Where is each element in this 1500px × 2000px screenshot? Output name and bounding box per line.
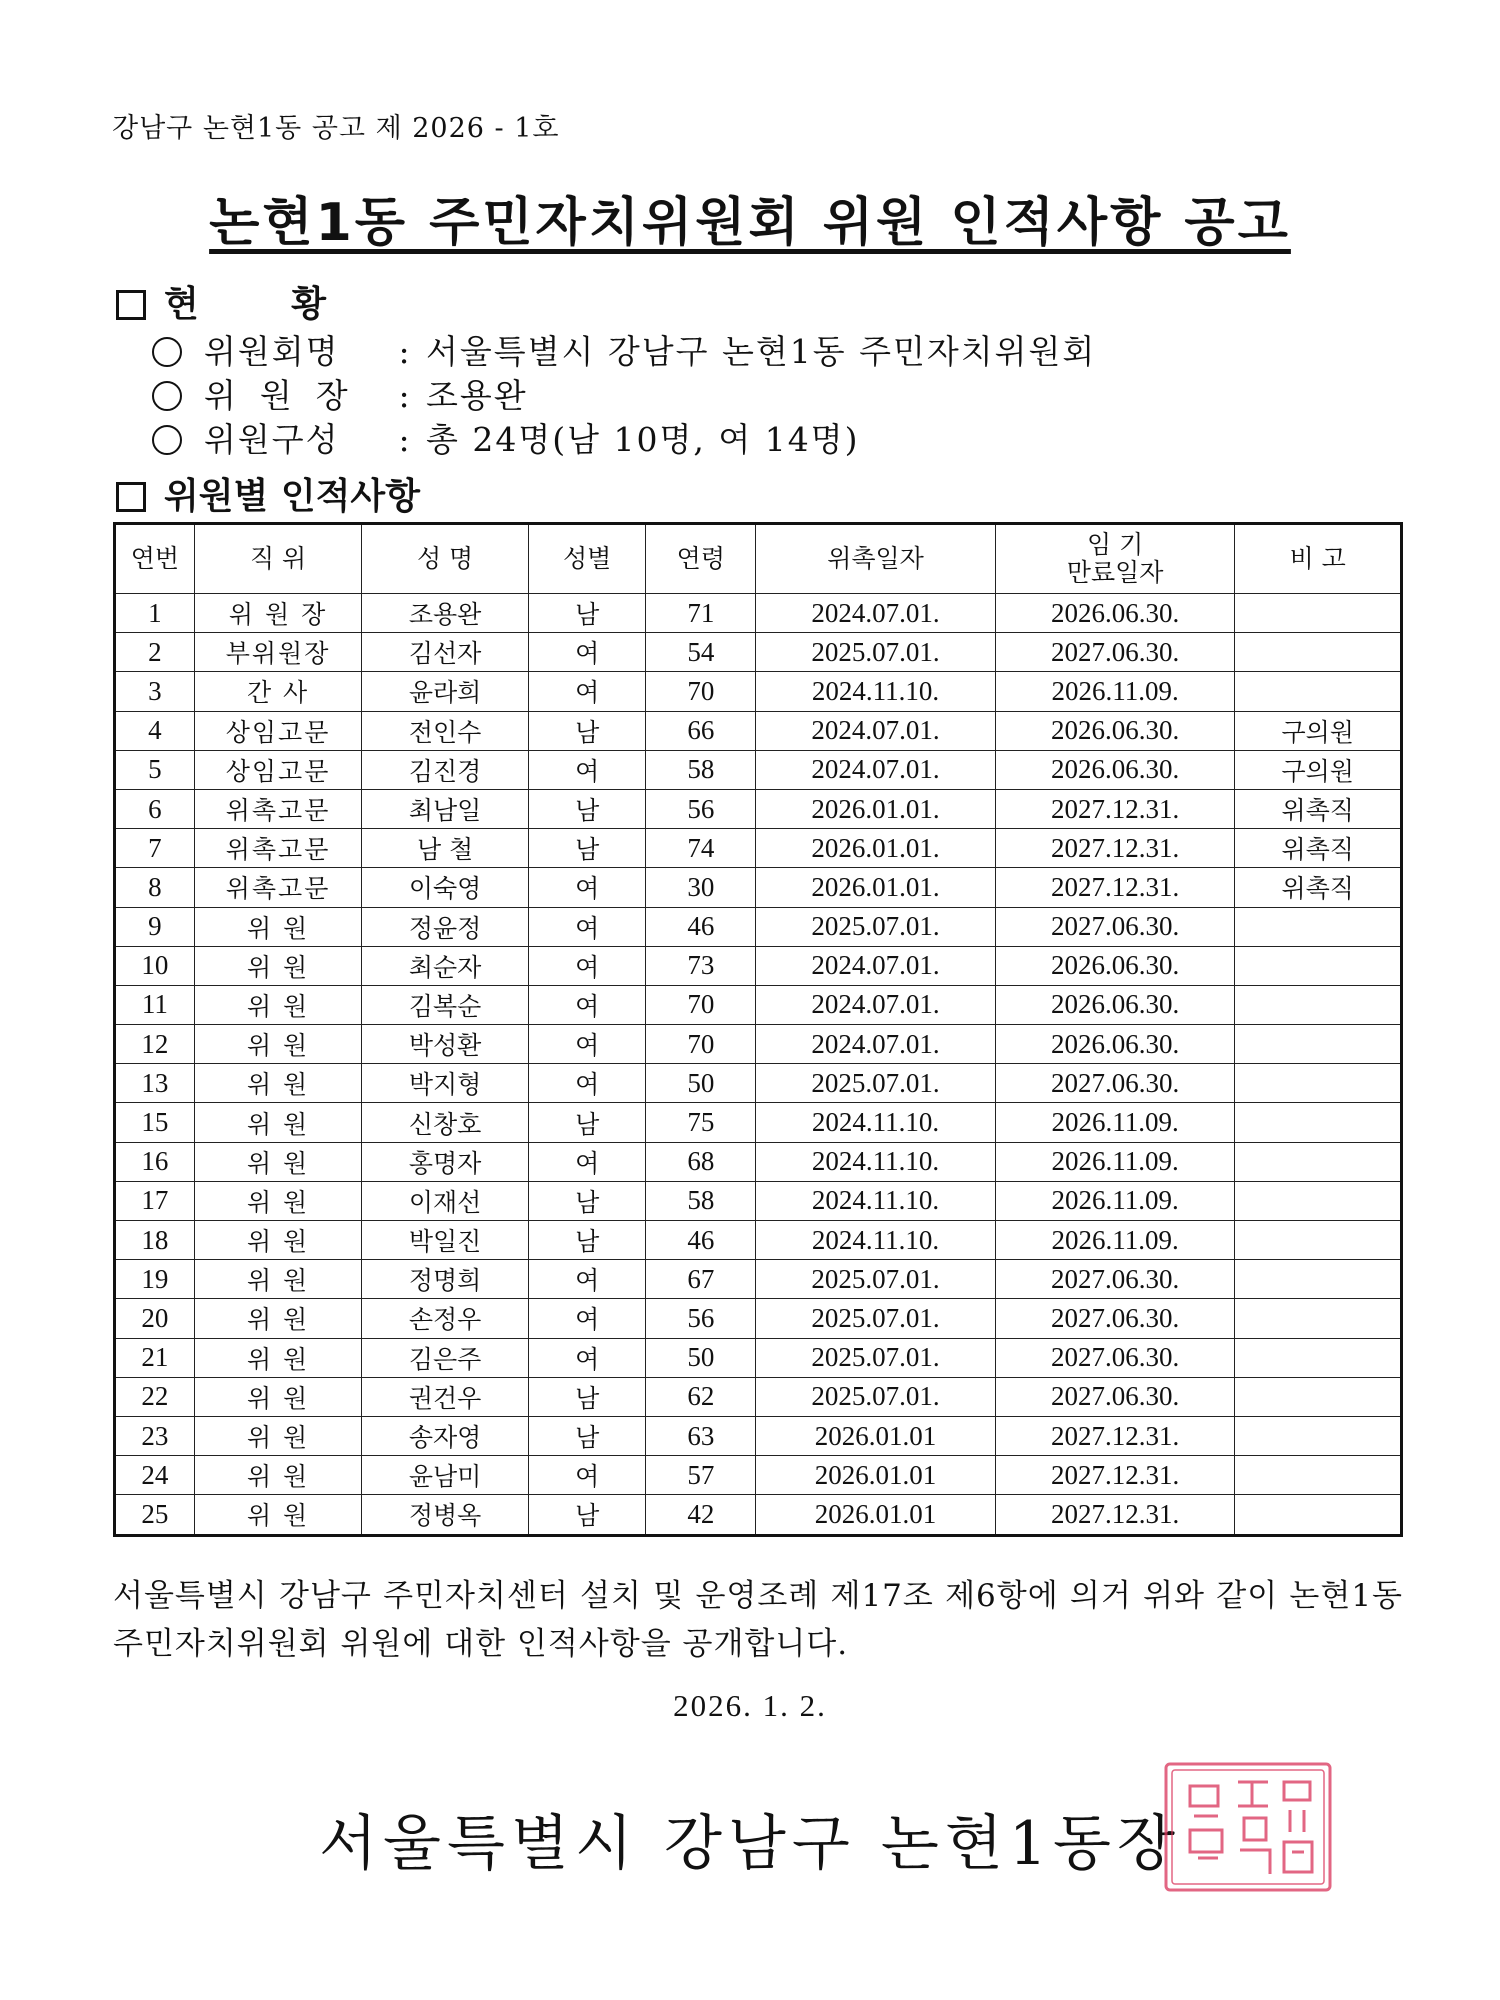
table-row [115, 1416, 1402, 1455]
gender-cell: 남 [528, 594, 646, 633]
gender-cell: 여 [528, 868, 646, 907]
table-body [115, 594, 1402, 1536]
member-name-cell: 신창호 [362, 1103, 529, 1142]
age-cell: 75 [646, 1103, 756, 1142]
table-row [115, 1064, 1402, 1103]
notice-date: 2026. 1. 2. [673, 1688, 827, 1723]
column-header: 성 명 [362, 524, 529, 594]
appointment-date-cell: 2026.01.01 [756, 1416, 996, 1455]
status-heading-text: 현 황 [164, 283, 367, 325]
info-label: 위원구성 [204, 420, 340, 459]
remarks-cell [1235, 1338, 1402, 1377]
table-row [115, 672, 1402, 711]
row-number-cell: 7 [115, 829, 195, 868]
appointment-date-cell: 2024.07.01. [756, 711, 996, 750]
age-cell: 71 [646, 594, 756, 633]
row-number-cell: 21 [115, 1338, 195, 1377]
table-row [115, 594, 1402, 633]
info-value: 총 24명(남 10명, 여 14명) [426, 420, 860, 459]
position-cell: 위 원 [194, 907, 362, 946]
gender-cell: 여 [528, 1299, 646, 1338]
term-end-date-cell: 2027.06.30. [995, 1338, 1235, 1377]
position-cell: 위 원 [194, 946, 362, 985]
term-end-date-cell: 2026.06.30. [995, 750, 1235, 789]
term-end-date-cell: 2026.06.30. [995, 594, 1235, 633]
appointment-date-cell: 2024.07.01. [756, 985, 996, 1024]
appointment-date-cell: 2024.07.01. [756, 946, 996, 985]
term-end-date-cell: 2026.11.09. [995, 1181, 1235, 1220]
gender-cell: 남 [528, 1181, 646, 1220]
gender-cell: 여 [528, 1338, 646, 1377]
remarks-cell [1235, 1064, 1402, 1103]
row-number-cell: 10 [115, 946, 195, 985]
row-number-cell: 11 [115, 985, 195, 1024]
row-number-cell: 24 [115, 1456, 195, 1495]
table-row [115, 868, 1402, 907]
term-end-date-cell: 2027.06.30. [995, 633, 1235, 672]
table-row [115, 1181, 1402, 1220]
gender-cell: 남 [528, 1495, 646, 1535]
row-number-cell: 17 [115, 1181, 195, 1220]
term-end-date-cell: 2026.06.30. [995, 985, 1235, 1024]
position-cell: 위 원 [194, 1181, 362, 1220]
position-cell: 위 원 [194, 1299, 362, 1338]
term-end-date-cell: 2027.12.31. [995, 1416, 1235, 1455]
gender-cell: 남 [528, 789, 646, 828]
gender-cell: 여 [528, 1025, 646, 1064]
age-cell: 73 [646, 946, 756, 985]
info-chairperson [152, 370, 528, 417]
age-cell: 50 [646, 1338, 756, 1377]
row-number-cell: 1 [115, 594, 195, 633]
table-header-row [115, 524, 1402, 594]
position-cell: 위 원 [194, 1338, 362, 1377]
position-cell: 위촉고문 [194, 789, 362, 828]
remarks-cell: 위촉직 [1235, 868, 1402, 907]
column-header: 임 기 만료일자 [995, 524, 1235, 594]
info-label: 위원회명 [204, 332, 340, 371]
position-cell: 부위원장 [194, 633, 362, 672]
term-end-date-cell: 2026.11.09. [995, 1103, 1235, 1142]
row-number-cell: 18 [115, 1221, 195, 1260]
gender-cell: 남 [528, 1416, 646, 1455]
remarks-cell [1235, 1103, 1402, 1142]
info-value: 서울특별시 강남구 논현1동 주민자치위원회 [426, 332, 1097, 371]
member-name-cell: 권건우 [362, 1377, 529, 1416]
term-end-date-cell: 2027.12.31. [995, 1456, 1235, 1495]
age-cell: 58 [646, 750, 756, 789]
gender-cell: 남 [528, 1103, 646, 1142]
row-number-cell: 19 [115, 1260, 195, 1299]
table-row [115, 1299, 1402, 1338]
remarks-cell: 위촉직 [1235, 789, 1402, 828]
gender-cell: 남 [528, 829, 646, 868]
table-row [115, 633, 1402, 672]
age-cell: 42 [646, 1495, 756, 1535]
appointment-date-cell: 2025.07.01. [756, 1299, 996, 1338]
member-name-cell: 전인수 [362, 711, 529, 750]
member-name-cell: 박일진 [362, 1221, 529, 1260]
appointment-date-cell: 2026.01.01 [756, 1495, 996, 1535]
appointment-date-cell: 2025.07.01. [756, 907, 996, 946]
info-value: 조용완 [426, 376, 528, 415]
position-cell: 위 원 [194, 1103, 362, 1142]
table-row [115, 907, 1402, 946]
position-cell: 위촉고문 [194, 868, 362, 907]
position-cell: 위 원 장 [194, 594, 362, 633]
notice-number: 강남구 논현1동 공고 제 2026 - 1호 [112, 113, 560, 144]
term-end-date-cell: 2026.06.30. [995, 946, 1235, 985]
document-title-text: 논현1동 주민자치위원회 위원 인적사항 공고 [209, 193, 1291, 253]
position-cell: 위 원 [194, 1456, 362, 1495]
position-cell: 위 원 [194, 1495, 362, 1535]
gender-cell: 여 [528, 946, 646, 985]
appointment-date-cell: 2025.07.01. [756, 633, 996, 672]
position-cell: 위 원 [194, 1064, 362, 1103]
age-cell: 46 [646, 907, 756, 946]
row-number-cell: 4 [115, 711, 195, 750]
colon-separator: : [398, 332, 412, 371]
appointment-date-cell: 2024.11.10. [756, 1181, 996, 1220]
member-name-cell: 남 철 [362, 829, 529, 868]
remarks-cell [1235, 1495, 1402, 1535]
table-row [115, 711, 1402, 750]
remarks-cell [1235, 907, 1402, 946]
issuer-signature: 서울특별시 강남구 논현1동장 [319, 1809, 1181, 1879]
remarks-cell: 구의원 [1235, 711, 1402, 750]
appointment-date-cell: 2025.07.01. [756, 1377, 996, 1416]
term-end-date-cell: 2027.06.30. [995, 1260, 1235, 1299]
table-row [115, 1260, 1402, 1299]
table-row [115, 985, 1402, 1024]
age-cell: 68 [646, 1142, 756, 1181]
appointment-date-cell: 2024.11.10. [756, 1103, 996, 1142]
position-cell: 위 원 [194, 1025, 362, 1064]
remarks-cell [1235, 633, 1402, 672]
column-header: 연령 [646, 524, 756, 594]
table-row [115, 1103, 1402, 1142]
gender-cell: 여 [528, 750, 646, 789]
appointment-date-cell: 2024.07.01. [756, 750, 996, 789]
age-cell: 70 [646, 1025, 756, 1064]
info-committee-name [152, 326, 1096, 373]
remarks-cell [1235, 1025, 1402, 1064]
member-name-cell: 송자영 [362, 1416, 529, 1455]
age-cell: 66 [646, 711, 756, 750]
checkbox-square-icon [116, 482, 146, 512]
position-cell: 위 원 [194, 1377, 362, 1416]
age-cell: 57 [646, 1456, 756, 1495]
gender-cell: 여 [528, 1142, 646, 1181]
term-end-date-cell: 2026.11.09. [995, 672, 1235, 711]
remarks-cell [1235, 1181, 1402, 1220]
remarks-cell [1235, 1416, 1402, 1455]
appointment-date-cell: 2025.07.01. [756, 1260, 996, 1299]
members-section-heading [116, 468, 420, 519]
position-cell: 상임고문 [194, 750, 362, 789]
table-row [115, 1377, 1402, 1416]
appointment-date-cell: 2026.01.01. [756, 789, 996, 828]
appointment-date-cell: 2024.07.01. [756, 594, 996, 633]
position-cell: 간 사 [194, 672, 362, 711]
row-number-cell: 8 [115, 868, 195, 907]
term-end-date-cell: 2026.06.30. [995, 711, 1235, 750]
member-name-cell: 최순자 [362, 946, 529, 985]
colon-separator: : [398, 420, 412, 459]
status-section-heading [116, 276, 366, 327]
row-number-cell: 16 [115, 1142, 195, 1181]
row-number-cell: 15 [115, 1103, 195, 1142]
remarks-cell [1235, 672, 1402, 711]
table-row [115, 1495, 1402, 1535]
table-row [115, 750, 1402, 789]
member-name-cell: 최남일 [362, 789, 529, 828]
term-end-date-cell: 2027.12.31. [995, 829, 1235, 868]
circle-bullet-icon [152, 425, 182, 455]
document-title [0, 180, 1500, 255]
row-number-cell: 20 [115, 1299, 195, 1338]
member-name-cell: 윤라희 [362, 672, 529, 711]
age-cell: 70 [646, 672, 756, 711]
table-row [115, 829, 1402, 868]
position-cell: 위 원 [194, 1260, 362, 1299]
remarks-cell [1235, 594, 1402, 633]
term-end-date-cell: 2027.12.31. [995, 1495, 1235, 1535]
gender-cell: 여 [528, 672, 646, 711]
member-name-cell: 박성환 [362, 1025, 529, 1064]
member-name-cell: 김은주 [362, 1338, 529, 1377]
term-end-date-cell: 2027.06.30. [995, 907, 1235, 946]
remarks-cell [1235, 1142, 1402, 1181]
term-end-date-cell: 2026.06.30. [995, 1025, 1235, 1064]
member-name-cell: 윤남미 [362, 1456, 529, 1495]
row-number-cell: 9 [115, 907, 195, 946]
closing-statement: 서울특별시 강남구 주민자치센터 설치 및 운영조례 제17조 제6항에 의거 위와 같이 논현1동 주민자치위원회 위원에 대한 인적사항을 공개합니다. [113, 1578, 1403, 1662]
gender-cell: 여 [528, 1260, 646, 1299]
member-name-cell: 정병옥 [362, 1495, 529, 1535]
term-end-date-cell: 2027.12.31. [995, 789, 1235, 828]
row-number-cell: 25 [115, 1495, 195, 1535]
position-cell: 위 원 [194, 1221, 362, 1260]
gender-cell: 여 [528, 985, 646, 1024]
remarks-cell: 구의원 [1235, 750, 1402, 789]
term-end-date-cell: 2026.11.09. [995, 1221, 1235, 1260]
official-seal-icon [1160, 1746, 1336, 1896]
remarks-cell: 위촉직 [1235, 829, 1402, 868]
table-row [115, 1221, 1402, 1260]
column-header: 성별 [528, 524, 646, 594]
appointment-date-cell: 2024.11.10. [756, 1142, 996, 1181]
appointment-date-cell: 2025.07.01. [756, 1338, 996, 1377]
age-cell: 30 [646, 868, 756, 907]
age-cell: 62 [646, 1377, 756, 1416]
member-name-cell: 김선자 [362, 633, 529, 672]
column-header: 직 위 [194, 524, 362, 594]
column-header: 비 고 [1235, 524, 1402, 594]
member-name-cell: 김진경 [362, 750, 529, 789]
term-end-date-cell: 2027.06.30. [995, 1064, 1235, 1103]
position-cell: 위 원 [194, 1416, 362, 1455]
table-row [115, 1142, 1402, 1181]
remarks-cell [1235, 985, 1402, 1024]
row-number-cell: 5 [115, 750, 195, 789]
term-end-date-cell: 2026.11.09. [995, 1142, 1235, 1181]
gender-cell: 여 [528, 633, 646, 672]
remarks-cell [1235, 1221, 1402, 1260]
colon-separator: : [398, 376, 412, 415]
column-header: 연번 [115, 524, 195, 594]
age-cell: 46 [646, 1221, 756, 1260]
row-number-cell: 12 [115, 1025, 195, 1064]
row-number-cell: 13 [115, 1064, 195, 1103]
position-cell: 위촉고문 [194, 829, 362, 868]
position-cell: 위 원 [194, 1142, 362, 1181]
gender-cell: 여 [528, 1064, 646, 1103]
age-cell: 58 [646, 1181, 756, 1220]
position-cell: 상임고문 [194, 711, 362, 750]
appointment-date-cell: 2024.07.01. [756, 1025, 996, 1064]
info-label: 위원장 [204, 376, 372, 415]
remarks-cell [1235, 946, 1402, 985]
circle-bullet-icon [152, 381, 182, 411]
checkbox-square-icon [116, 290, 146, 320]
row-number-cell: 3 [115, 672, 195, 711]
member-name-cell: 정윤정 [362, 907, 529, 946]
remarks-cell [1235, 1456, 1402, 1495]
remarks-cell [1235, 1299, 1402, 1338]
position-cell: 위 원 [194, 985, 362, 1024]
row-number-cell: 23 [115, 1416, 195, 1455]
age-cell: 56 [646, 1299, 756, 1338]
member-name-cell: 정명희 [362, 1260, 529, 1299]
member-name-cell: 박지형 [362, 1064, 529, 1103]
table-row [115, 946, 1402, 985]
term-end-date-cell: 2027.12.31. [995, 868, 1235, 907]
member-name-cell: 이재선 [362, 1181, 529, 1220]
circle-bullet-icon [152, 337, 182, 367]
row-number-cell: 6 [115, 789, 195, 828]
member-name-cell: 손정우 [362, 1299, 529, 1338]
member-name-cell: 김복순 [362, 985, 529, 1024]
table-row [115, 789, 1402, 828]
gender-cell: 여 [528, 1456, 646, 1495]
members-heading-text: 위원별 인적사항 [164, 475, 420, 517]
member-name-cell: 홍명자 [362, 1142, 529, 1181]
member-name-cell: 조용완 [362, 594, 529, 633]
age-cell: 67 [646, 1260, 756, 1299]
remarks-cell [1235, 1377, 1402, 1416]
info-composition [152, 414, 859, 461]
appointment-date-cell: 2025.07.01. [756, 1064, 996, 1103]
gender-cell: 남 [528, 1221, 646, 1260]
term-end-date-cell: 2027.06.30. [995, 1299, 1235, 1338]
table-row [115, 1338, 1402, 1377]
appointment-date-cell: 2026.01.01 [756, 1456, 996, 1495]
age-cell: 50 [646, 1064, 756, 1103]
row-number-cell: 22 [115, 1377, 195, 1416]
member-name-cell: 이숙영 [362, 868, 529, 907]
remarks-cell [1235, 1260, 1402, 1299]
age-cell: 74 [646, 829, 756, 868]
age-cell: 56 [646, 789, 756, 828]
age-cell: 54 [646, 633, 756, 672]
appointment-date-cell: 2026.01.01. [756, 829, 996, 868]
gender-cell: 여 [528, 907, 646, 946]
table-row [115, 1456, 1402, 1495]
row-number-cell: 2 [115, 633, 195, 672]
age-cell: 63 [646, 1416, 756, 1455]
gender-cell: 남 [528, 1377, 646, 1416]
column-header: 위촉일자 [756, 524, 996, 594]
term-end-date-cell: 2027.06.30. [995, 1377, 1235, 1416]
appointment-date-cell: 2026.01.01. [756, 868, 996, 907]
table-row [115, 1025, 1402, 1064]
members-table [113, 522, 1403, 1537]
gender-cell: 남 [528, 711, 646, 750]
age-cell: 70 [646, 985, 756, 1024]
appointment-date-cell: 2024.11.10. [756, 672, 996, 711]
appointment-date-cell: 2024.11.10. [756, 1221, 996, 1260]
